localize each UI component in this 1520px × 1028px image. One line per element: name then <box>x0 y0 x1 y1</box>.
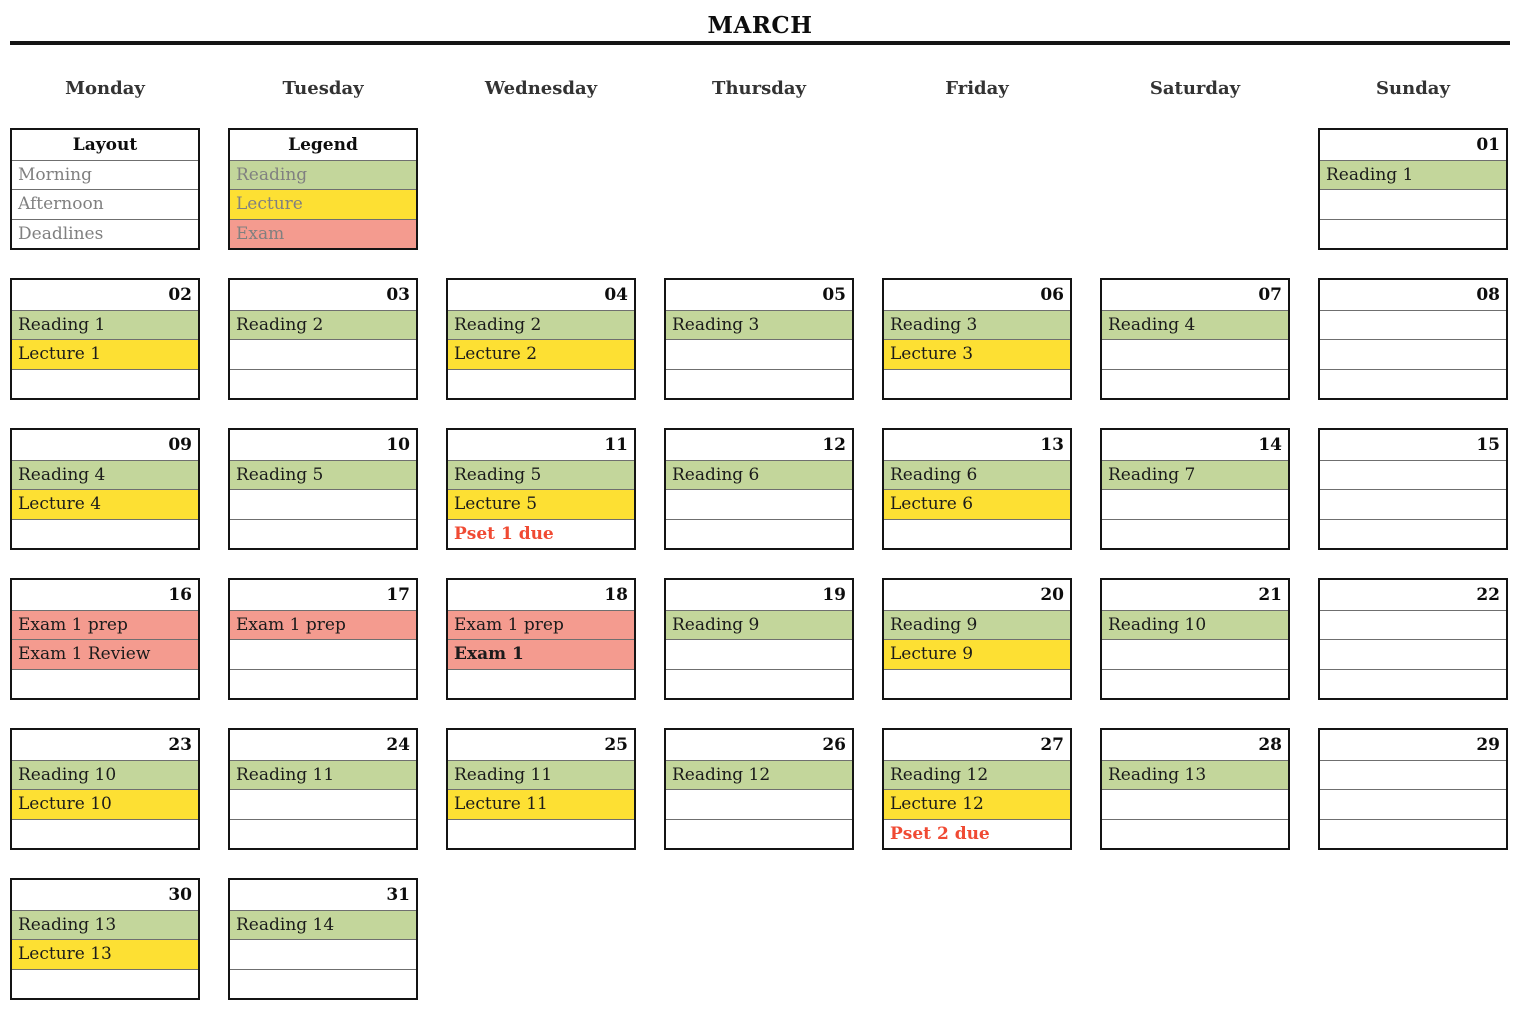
legend-row-lecture: Lecture <box>230 189 416 218</box>
day-number: 22 <box>1476 585 1500 605</box>
empty-grid-slot <box>1100 878 1290 1000</box>
page-title: MARCH <box>707 12 813 39</box>
slot-deadline <box>884 369 1070 398</box>
day-cell-04 <box>446 278 636 400</box>
day-cell-07 <box>1100 278 1290 400</box>
header-divider <box>10 41 1510 45</box>
slot-morning: Reading 1 <box>1320 160 1506 189</box>
slot-morning <box>1320 760 1506 789</box>
slot-afternoon: Lecture 4 <box>12 489 198 518</box>
weekday-friday: Friday <box>945 78 1009 99</box>
slot-afternoon: Lecture 5 <box>448 489 634 518</box>
day-cell-06 <box>882 278 1072 400</box>
slot-afternoon <box>230 939 416 968</box>
slot-deadline <box>1320 369 1506 398</box>
slot-deadline <box>1102 669 1288 698</box>
day-cell-30 <box>10 878 200 1000</box>
day-cell-23 <box>10 728 200 850</box>
slot-deadline <box>230 969 416 998</box>
slot-deadline <box>1320 519 1506 548</box>
weekday-sunday: Sunday <box>1376 78 1450 99</box>
day-cell-29 <box>1318 728 1508 850</box>
slot-morning: Reading 9 <box>884 610 1070 639</box>
slot-morning: Reading 7 <box>1102 460 1288 489</box>
slot-morning: Reading 10 <box>12 760 198 789</box>
day-number: 06 <box>1040 285 1064 305</box>
day-cell-27 <box>882 728 1072 850</box>
slot-morning: Reading 11 <box>230 760 416 789</box>
slot-morning: Exam 1 prep <box>448 610 634 639</box>
day-cell-28 <box>1100 728 1290 850</box>
empty-grid-slot <box>882 878 1072 1000</box>
layout-key-row: Afternoon <box>12 189 198 218</box>
day-number: 05 <box>822 285 846 305</box>
slot-afternoon <box>230 489 416 518</box>
empty-grid-slot <box>664 878 854 1000</box>
layout-key-box <box>10 128 200 250</box>
slot-deadline <box>12 819 198 848</box>
empty-grid-slot <box>446 878 636 1000</box>
slot-deadline <box>448 669 634 698</box>
slot-afternoon: Lecture 13 <box>12 939 198 968</box>
day-cell-20 <box>882 578 1072 700</box>
slot-morning: Reading 4 <box>12 460 198 489</box>
slot-afternoon <box>1320 789 1506 818</box>
slot-morning: Reading 2 <box>230 310 416 339</box>
slot-deadline <box>448 369 634 398</box>
weekday-wednesday: Wednesday <box>484 78 598 99</box>
slot-deadline <box>1320 819 1506 848</box>
day-cell-02 <box>10 278 200 400</box>
slot-afternoon: Lecture 2 <box>448 339 634 368</box>
day-number: 19 <box>822 585 846 605</box>
slot-deadline <box>12 369 198 398</box>
layout-key-row: Deadlines <box>12 219 198 248</box>
slot-deadline <box>1320 669 1506 698</box>
empty-grid-slot <box>664 128 854 250</box>
layout-key-row: Morning <box>12 160 198 189</box>
day-number: 01 <box>1476 135 1500 155</box>
day-cell-03 <box>228 278 418 400</box>
slot-afternoon: Lecture 11 <box>448 789 634 818</box>
slot-deadline <box>1320 219 1506 248</box>
day-cell-15 <box>1318 428 1508 550</box>
slot-deadline <box>230 369 416 398</box>
day-number: 15 <box>1476 435 1500 455</box>
legend-title: Legend <box>288 135 358 155</box>
slot-deadline <box>448 819 634 848</box>
day-cell-19 <box>664 578 854 700</box>
slot-deadline <box>666 369 852 398</box>
slot-afternoon: Lecture 12 <box>884 789 1070 818</box>
slot-morning: Reading 11 <box>448 760 634 789</box>
day-cell-01 <box>1318 128 1508 250</box>
weekday-thursday: Thursday <box>712 78 806 99</box>
slot-morning: Reading 6 <box>666 460 852 489</box>
slot-afternoon <box>666 789 852 818</box>
day-cell-17 <box>228 578 418 700</box>
day-cell-31 <box>228 878 418 1000</box>
slot-afternoon <box>1320 339 1506 368</box>
day-number: 08 <box>1476 285 1500 305</box>
slot-morning: Exam 1 prep <box>12 610 198 639</box>
day-number: 12 <box>822 435 846 455</box>
calendar-header <box>0 12 1520 45</box>
day-number: 30 <box>168 885 192 905</box>
slot-afternoon: Exam 1 Review <box>12 639 198 668</box>
slot-afternoon: Lecture 3 <box>884 339 1070 368</box>
day-cell-14 <box>1100 428 1290 550</box>
slot-deadline <box>12 519 198 548</box>
day-number: 11 <box>604 435 628 455</box>
slot-morning <box>1320 310 1506 339</box>
slot-afternoon: Exam 1 <box>448 639 634 668</box>
day-number: 18 <box>604 585 628 605</box>
day-number: 02 <box>168 285 192 305</box>
slot-morning: Reading 12 <box>884 760 1070 789</box>
day-cell-13 <box>882 428 1072 550</box>
slot-morning <box>1320 610 1506 639</box>
slot-afternoon <box>1102 339 1288 368</box>
weekday-saturday: Saturday <box>1149 78 1241 99</box>
empty-grid-slot <box>1318 878 1508 1000</box>
day-cell-21 <box>1100 578 1290 700</box>
slot-afternoon <box>230 789 416 818</box>
slot-morning: Reading 13 <box>1102 760 1288 789</box>
slot-deadline <box>884 669 1070 698</box>
slot-morning: Reading 10 <box>1102 610 1288 639</box>
day-number: 23 <box>168 735 192 755</box>
day-number: 14 <box>1258 435 1282 455</box>
slot-afternoon <box>1320 639 1506 668</box>
slot-deadline <box>12 969 198 998</box>
day-cell-11 <box>446 428 636 550</box>
day-cell-22 <box>1318 578 1508 700</box>
slot-afternoon <box>1102 789 1288 818</box>
slot-morning: Exam 1 prep <box>230 610 416 639</box>
empty-grid-slot <box>1100 128 1290 250</box>
day-number: 28 <box>1258 735 1282 755</box>
slot-morning: Reading 9 <box>666 610 852 639</box>
slot-deadline <box>666 519 852 548</box>
day-cell-12 <box>664 428 854 550</box>
slot-morning: Reading 4 <box>1102 310 1288 339</box>
day-number: 10 <box>386 435 410 455</box>
slot-afternoon: Lecture 1 <box>12 339 198 368</box>
weekday-monday: Monday <box>65 78 145 99</box>
slot-deadline <box>1102 519 1288 548</box>
day-number: 07 <box>1258 285 1282 305</box>
slot-afternoon <box>1102 639 1288 668</box>
slot-deadline <box>230 669 416 698</box>
slot-morning: Reading 12 <box>666 760 852 789</box>
day-cell-16 <box>10 578 200 700</box>
slot-afternoon: Lecture 9 <box>884 639 1070 668</box>
day-number: 24 <box>386 735 410 755</box>
slot-afternoon <box>1102 489 1288 518</box>
slot-afternoon <box>230 339 416 368</box>
day-number: 29 <box>1476 735 1500 755</box>
day-cell-10 <box>228 428 418 550</box>
day-cell-08 <box>1318 278 1508 400</box>
slot-deadline <box>230 819 416 848</box>
slot-deadline <box>1102 369 1288 398</box>
day-cell-05 <box>664 278 854 400</box>
day-number: 20 <box>1040 585 1064 605</box>
day-number: 26 <box>822 735 846 755</box>
day-number: 25 <box>604 735 628 755</box>
slot-deadline <box>666 669 852 698</box>
slot-deadline: Pset 1 due <box>448 519 634 548</box>
day-number: 04 <box>604 285 628 305</box>
slot-morning: Reading 5 <box>230 460 416 489</box>
slot-morning: Reading 3 <box>666 310 852 339</box>
slot-deadline: Pset 2 due <box>884 819 1070 848</box>
slot-afternoon <box>230 639 416 668</box>
empty-grid-slot <box>882 128 1072 250</box>
slot-morning: Reading 2 <box>448 310 634 339</box>
day-cell-26 <box>664 728 854 850</box>
weekday-row <box>10 77 1520 101</box>
slot-afternoon <box>666 489 852 518</box>
slot-deadline <box>230 519 416 548</box>
slot-afternoon <box>666 639 852 668</box>
day-number: 21 <box>1258 585 1282 605</box>
slot-morning: Reading 1 <box>12 310 198 339</box>
calendar-grid <box>10 128 1520 1000</box>
day-cell-18 <box>446 578 636 700</box>
slot-deadline <box>884 519 1070 548</box>
slot-morning <box>1320 460 1506 489</box>
day-number: 03 <box>386 285 410 305</box>
day-number: 17 <box>386 585 410 605</box>
slot-morning: Reading 3 <box>884 310 1070 339</box>
legend-row-reading: Reading <box>230 160 416 189</box>
day-cell-24 <box>228 728 418 850</box>
slot-deadline <box>666 819 852 848</box>
slot-afternoon: Lecture 6 <box>884 489 1070 518</box>
slot-deadline <box>1102 819 1288 848</box>
day-number: 16 <box>168 585 192 605</box>
slot-deadline <box>12 669 198 698</box>
day-cell-09 <box>10 428 200 550</box>
slot-morning: Reading 5 <box>448 460 634 489</box>
slot-morning: Reading 6 <box>884 460 1070 489</box>
layout-key-title: Layout <box>72 135 138 155</box>
slot-morning: Reading 14 <box>230 910 416 939</box>
day-number: 31 <box>386 885 410 905</box>
day-number: 13 <box>1040 435 1064 455</box>
slot-afternoon <box>1320 489 1506 518</box>
slot-afternoon: Lecture 10 <box>12 789 198 818</box>
empty-grid-slot <box>446 128 636 250</box>
legend-box <box>228 128 418 250</box>
slot-afternoon <box>1320 189 1506 218</box>
slot-afternoon <box>666 339 852 368</box>
legend-row-exam: Exam <box>230 219 416 248</box>
slot-morning: Reading 13 <box>12 910 198 939</box>
day-number: 27 <box>1040 735 1064 755</box>
day-number: 09 <box>168 435 192 455</box>
day-cell-25 <box>446 728 636 850</box>
weekday-tuesday: Tuesday <box>282 78 364 99</box>
